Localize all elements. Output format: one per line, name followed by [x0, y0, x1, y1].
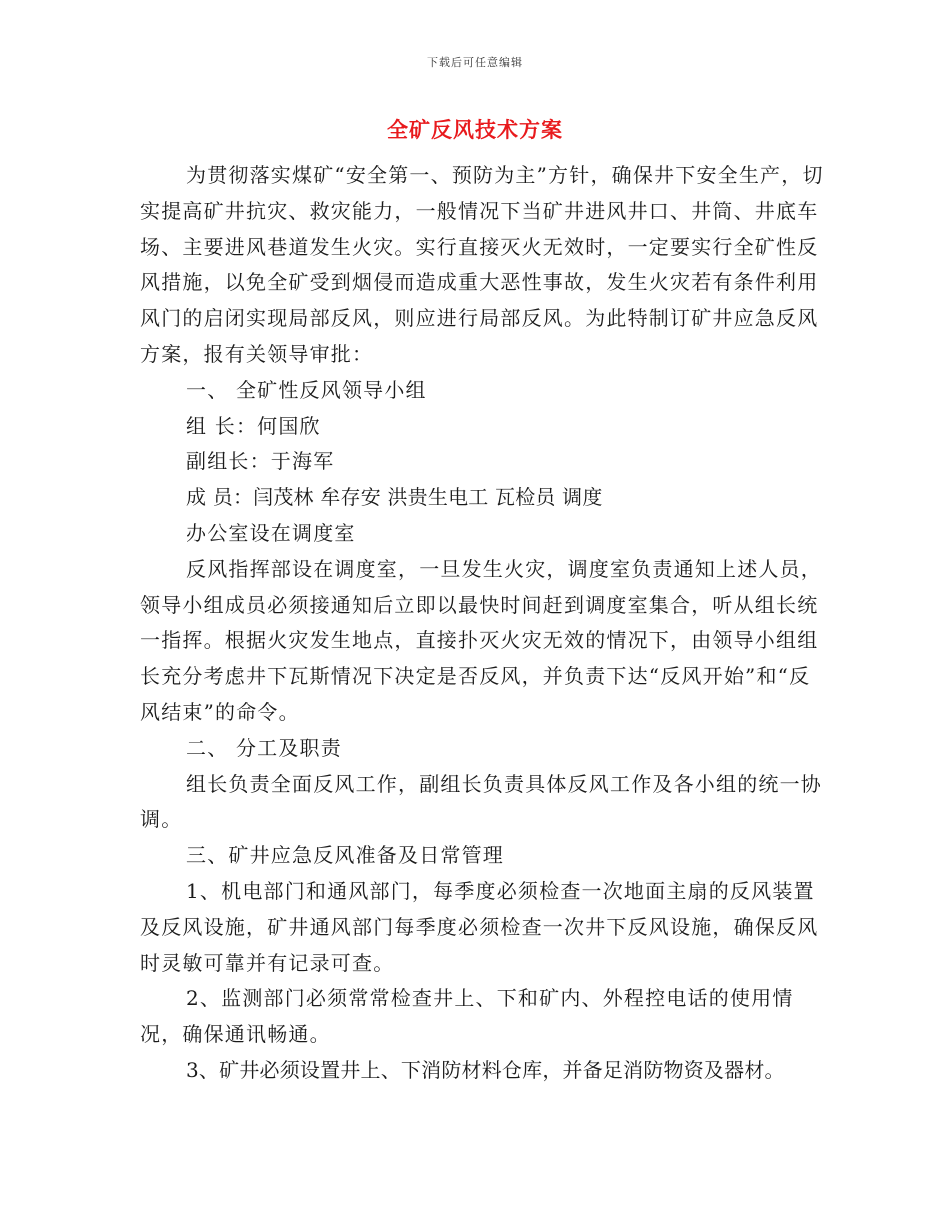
leader-line: 组 长：何国欣 — [186, 413, 321, 438]
section-heading-1: 一、 全矿性反风领导小组 — [186, 377, 427, 402]
paragraph-command: 反风指挥部设在调度室，一旦发生火灾，调度室负责通知上述人员，领导小组成员必须接通知后立即以最快时间赶到调度室集合，听从组长统一指挥。根据火灾发生地点，直接扑灭火灾无效的情况下，由领导小组组长充分考虑井下瓦斯情况下决定是否反风，并负责下达“反风开始”和“反风结束”的命令。 — [140, 556, 822, 724]
paragraph-item-1: 1、机电部门和通风部门，每季度必须检查一次地面主扇的反风装置及反风设施，矿井通风部门每季度必须检查一次井下反风设施，确保反风时灵敏可靠并有记录可查。 — [140, 878, 819, 975]
deputy-leader-line: 副组长：于海军 — [186, 449, 335, 474]
section-heading-3: 三、矿井应急反风准备及日常管理 — [186, 843, 504, 868]
header-note: 下载后可任意编辑 — [427, 56, 523, 69]
paragraph-duties: 组长负责全面反风工作，副组长负责具体反风工作及各小组的统一协调。 — [140, 771, 822, 832]
office-line: 办公室设在调度室 — [186, 520, 356, 545]
document-title: 全矿反风技术方案 — [387, 117, 563, 142]
members-line: 成 员：闫茂林 牟存安 洪贵生电工 瓦检员 调度 — [186, 485, 603, 510]
paragraph-item-3: 3、矿井必须设置井上、下消防材料仓库，并备足消防物资及器材。 — [186, 1057, 785, 1082]
paragraph-intro: 为贯彻落实煤矿“安全第一、预防为主”方针，确保井下安全生产，切实提高矿井抗灾、救灾能力，一般情况下当矿井进风井口、井筒、井底车场、主要进风巷道发生火灾。实行直接灭火无效时，一定要实行全矿性反风措施，以免全矿受到烟侵而造成重大恶性事故，发生火灾若有条件利用风门的启闭实现局部反风，则应进行局部反风。为此特制订矿井应急反风方案，报有关领导审批： — [140, 163, 824, 366]
section-heading-2: 二、 分工及职责 — [186, 735, 342, 760]
paragraph-item-2: 2、监测部门必须常常检查井上、下和矿内、外程控电话的使用情况，确保通讯畅通。 — [140, 986, 794, 1047]
document-body — [140, 158, 824, 1089]
